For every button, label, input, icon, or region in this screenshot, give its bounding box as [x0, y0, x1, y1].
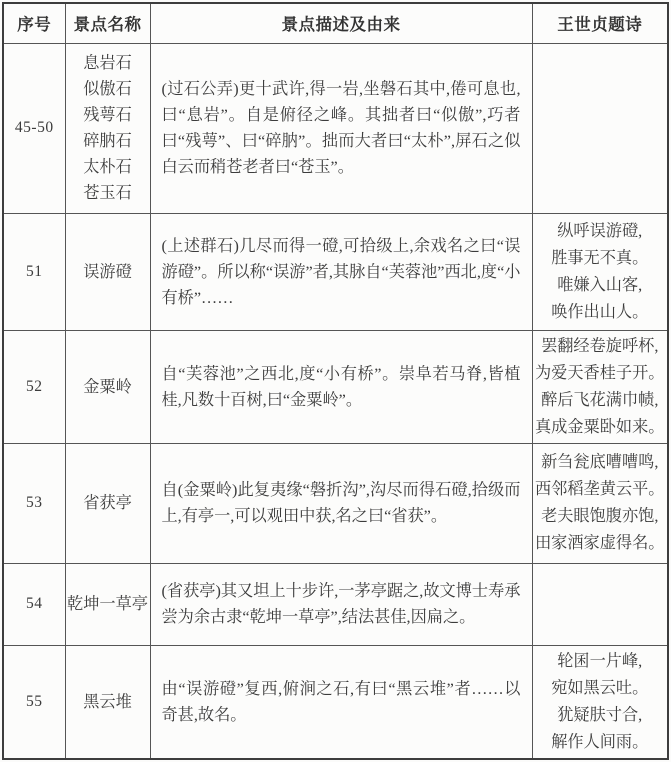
spot-description: 自(金粟岭)此复夷缘“磐折沟”,沟尽而得石磴,拾级而上,有亭一,可以观田中获,名之曰“省获”。 — [150, 443, 532, 563]
spot-name: 息岩石 — [83, 54, 132, 72]
poem-line: 唤作出山人。 — [551, 302, 649, 321]
poem-cell — [532, 443, 668, 563]
spot-description: 由“误游磴”复西,俯涧之石,有曰“黑云堆”者……以奇甚,故名。 — [150, 645, 532, 759]
col-header-number: 序号 — [3, 3, 65, 43]
spot-name: 似傲石 — [83, 80, 132, 98]
row-number: 52 — [3, 330, 65, 443]
row-number: 55 — [3, 645, 65, 759]
spot-name: 金粟岭 — [83, 377, 132, 396]
row-number: 45-50 — [3, 43, 65, 213]
spot-name: 误游磴 — [83, 262, 132, 281]
poem-line: 田家酒家虚得名。 — [535, 534, 665, 552]
poem-line: 醉后飞花满巾帻, — [541, 390, 659, 409]
poem-line: 真成金粟卧如来。 — [535, 417, 665, 436]
table-row — [3, 563, 668, 645]
poem-line: 犹疑肤寸合, — [557, 705, 643, 724]
row-number: 54 — [3, 563, 65, 645]
poem-cell — [532, 330, 668, 443]
poem-line: 纵呼误游磴, — [557, 221, 643, 240]
poem-line: 为爱天香桂子开。 — [535, 363, 665, 382]
spot-name-list — [65, 443, 150, 563]
poem-line: 宛如黑云吐。 — [551, 678, 649, 697]
scenic-spots-table — [2, 2, 669, 760]
spot-name: 太朴石 — [83, 158, 132, 176]
spot-description: (过石公弄)更十武许,得一岩,坐磐石其中,倦可息也,曰“息岩”。自是俯径之峰。其拙者曰“似傲”,巧者曰“残萼”、曰“碎肭”。拙而大者曰“太朴”,屏石之似白云而稍苍老者曰“苍玉”。 — [150, 43, 532, 213]
table-row — [3, 213, 668, 330]
spot-name-list — [65, 213, 150, 330]
poem-line: 轮囷一片峰, — [557, 651, 643, 670]
spot-description: (上述群石)几尽而得一磴,可拾级上,余戏名之曰“误游磴”。所以称“误游”者,其脉自“芙蓉池”西北,度“小有桥”…… — [150, 213, 532, 330]
spot-name-list — [65, 645, 150, 759]
table-row — [3, 645, 668, 759]
poem-line: 罢翻经卷旋呼杯, — [541, 336, 659, 355]
spot-name: 黑云堆 — [83, 692, 132, 711]
spot-name-list — [65, 43, 150, 213]
table-row — [3, 330, 668, 443]
col-header-spot-name: 景点名称 — [65, 3, 150, 43]
table-row — [3, 43, 668, 213]
table-row — [3, 443, 668, 563]
row-number: 53 — [3, 443, 65, 563]
poem-cell — [532, 213, 668, 330]
poem-line: 新刍瓮底嘈嘈鸣, — [541, 453, 659, 471]
spot-name: 乾坤一草亭 — [67, 595, 148, 613]
spot-name: 省获亭 — [83, 494, 132, 512]
spot-name: 碎肭石 — [83, 132, 132, 150]
spot-name-list — [65, 330, 150, 443]
spot-name-list — [65, 563, 150, 645]
col-header-poem: 王世贞题诗 — [532, 3, 668, 43]
col-header-description: 景点描述及由来 — [150, 3, 532, 43]
spot-name: 残萼石 — [83, 106, 132, 124]
poem-cell — [532, 645, 668, 759]
spot-description: 自“芙蓉池”之西北,度“小有桥”。崇阜若马脊,皆植桂,凡数十百树,曰“金粟岭”。 — [150, 330, 532, 443]
spot-name: 苍玉石 — [83, 184, 132, 202]
poem-line: 唯嫌入山客, — [557, 275, 643, 294]
poem-cell-empty — [532, 563, 668, 645]
poem-line: 西邻稻垄黄云平。 — [535, 480, 665, 498]
poem-line: 胜事无不真。 — [551, 248, 649, 267]
poem-line: 解作人间雨。 — [551, 732, 649, 751]
poem-line: 老夫眼饱腹亦饱, — [541, 507, 659, 525]
header-row — [3, 3, 668, 43]
poem-cell-empty — [532, 43, 668, 213]
row-number: 51 — [3, 213, 65, 330]
spot-description: (省获亭)其又坦上十步许,一茅亭踞之,故文博士寿承尝为余古隶“乾坤一草亭”,结法甚佳,因扁之。 — [150, 563, 532, 645]
